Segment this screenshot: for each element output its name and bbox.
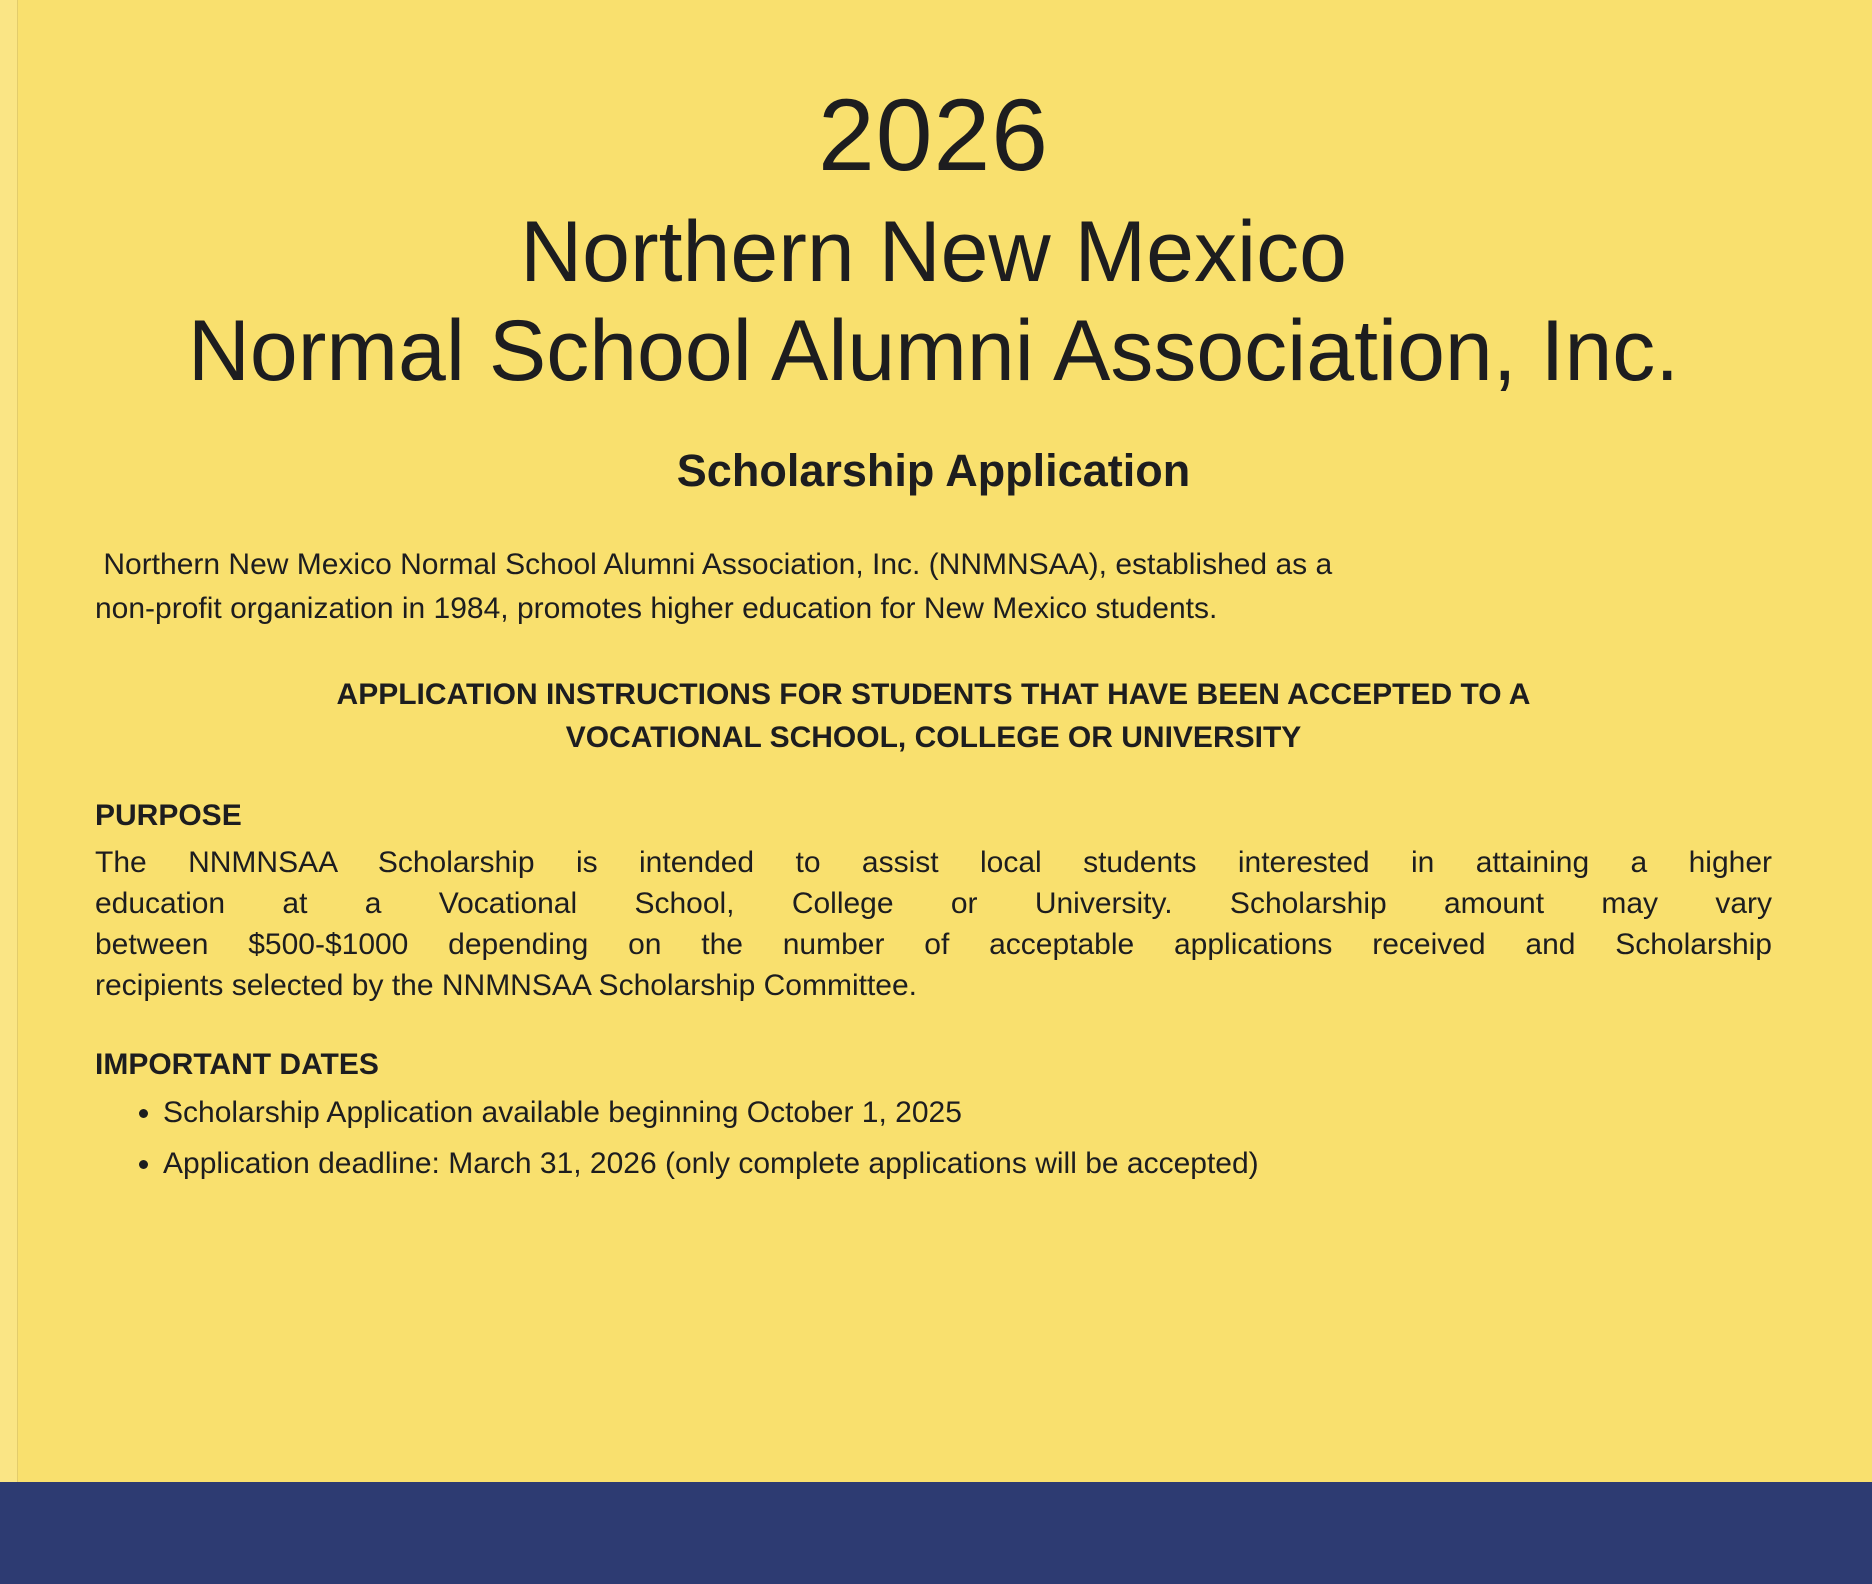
application-instructions-heading	[95, 673, 1772, 759]
footer-bar	[0, 1482, 1872, 1584]
org-name-line2: Normal School Alumni Association, Inc.	[187, 303, 1680, 400]
instructions-line-2: VOCATIONAL SCHOOL, COLLEGE OR UNIVERSITY	[565, 721, 1302, 755]
purpose-line-1: The NNMNSAA Scholarship is intended to assist local students interested in attaining a higher	[95, 846, 1772, 880]
intro-line-1: Northern New Mexico Normal School Alumni Association, Inc. (NNMNSAA), established as a	[95, 548, 1333, 582]
list-item	[163, 1144, 1772, 1184]
purpose-heading: PURPOSE	[95, 799, 242, 833]
purpose-line-4: recipients selected by the NNMNSAA Scholarship Committee.	[95, 969, 918, 1003]
important-dates-heading: IMPORTANT DATES	[95, 1048, 379, 1082]
date-item-text: Application deadline: March 31, 2026 (only complete applications will be accepted)	[163, 1147, 1259, 1181]
purpose-line-2: education at a Vocational School, College or University. Scholarship amount may vary	[95, 887, 1772, 921]
org-name-line1: Northern New Mexico	[520, 204, 1347, 301]
instructions-line-1: APPLICATION INSTRUCTIONS FOR STUDENTS THAT HAVE BEEN ACCEPTED TO A	[336, 678, 1531, 712]
list-item	[163, 1093, 1772, 1133]
date-item-text: Scholarship Application available beginning October 1, 2025	[163, 1096, 962, 1130]
year-title: 2026	[818, 78, 1049, 192]
intro-paragraph	[95, 543, 1772, 631]
purpose-line-3: between $500-$1000 depending on the number of acceptable applications received and Scholarship	[95, 928, 1772, 962]
intro-line-2: non-profit organization in 1984, promotes higher education for New Mexico students.	[95, 592, 1218, 626]
purpose-paragraph	[95, 842, 1772, 1006]
important-dates-list	[95, 1093, 1772, 1184]
scholarship-application-subtitle: Scholarship Application	[676, 444, 1191, 496]
